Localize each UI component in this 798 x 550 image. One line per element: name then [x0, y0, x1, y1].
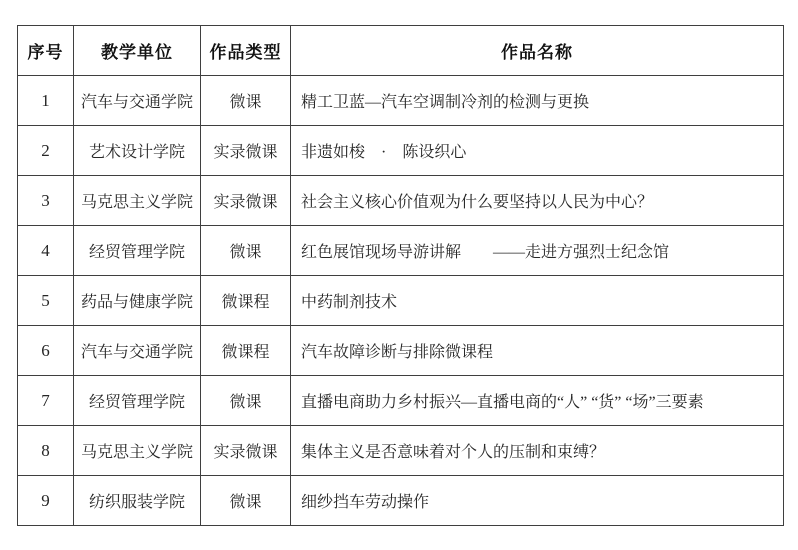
- table-row: [18, 226, 784, 276]
- table-row: [18, 326, 784, 376]
- cell-type: 微课程: [201, 326, 291, 376]
- cell-type: 实录微课: [201, 126, 291, 176]
- cell-name: 汽车故障诊断与排除微课程: [291, 326, 784, 376]
- cell-name: 直播电商助力乡村振兴—直播电商的“人” “货” “场”三要素: [291, 376, 784, 426]
- cell-type: 微课程: [201, 276, 291, 326]
- cell-unit: 艺术设计学院: [74, 126, 201, 176]
- cell-type: 微课: [201, 76, 291, 126]
- cell-unit: 药品与健康学院: [74, 276, 201, 326]
- cell-no: 8: [18, 426, 74, 476]
- header-cell-name: 作品名称: [291, 26, 784, 76]
- header-cell-no: 序号: [18, 26, 74, 76]
- cell-unit: 马克思主义学院: [74, 426, 201, 476]
- works-table: [17, 25, 784, 526]
- header-cell-type: 作品类型: [201, 26, 291, 76]
- cell-name: 中药制剂技术: [291, 276, 784, 326]
- table-row: [18, 376, 784, 426]
- cell-unit: 汽车与交通学院: [74, 326, 201, 376]
- table-row: [18, 426, 784, 476]
- cell-type: 微课: [201, 376, 291, 426]
- cell-name: 社会主义核心价值观为什么要坚持以人民为中心？: [291, 176, 784, 226]
- cell-unit: 经贸管理学院: [74, 226, 201, 276]
- cell-name: 细纱挡车劳动操作: [291, 476, 784, 526]
- cell-no: 4: [18, 226, 74, 276]
- table-row: [18, 76, 784, 126]
- table-row: [18, 126, 784, 176]
- header-cell-unit: 教学单位: [74, 26, 201, 76]
- cell-name: 集体主义是否意味着对个人的压制和束缚？: [291, 426, 784, 476]
- cell-name: 精工卫蓝—汽车空调制冷剂的检测与更换: [291, 76, 784, 126]
- cell-name: 非遗如梭 · 陈设织心: [291, 126, 784, 176]
- cell-unit: 汽车与交通学院: [74, 76, 201, 126]
- cell-no: 7: [18, 376, 74, 426]
- cell-unit: 马克思主义学院: [74, 176, 201, 226]
- cell-no: 9: [18, 476, 74, 526]
- cell-no: 1: [18, 76, 74, 126]
- cell-no: 2: [18, 126, 74, 176]
- table-row: [18, 176, 784, 226]
- cell-type: 实录微课: [201, 176, 291, 226]
- table-row: [18, 276, 784, 326]
- cell-name: 红色展馆现场导游讲解 ——走进方强烈士纪念馆: [291, 226, 784, 276]
- cell-type: 实录微课: [201, 426, 291, 476]
- table-row: [18, 476, 784, 526]
- cell-unit: 经贸管理学院: [74, 376, 201, 426]
- cell-type: 微课: [201, 476, 291, 526]
- cell-type: 微课: [201, 226, 291, 276]
- cell-unit: 纺织服装学院: [74, 476, 201, 526]
- cell-no: 6: [18, 326, 74, 376]
- cell-no: 3: [18, 176, 74, 226]
- table-header-row: [18, 26, 784, 76]
- cell-no: 5: [18, 276, 74, 326]
